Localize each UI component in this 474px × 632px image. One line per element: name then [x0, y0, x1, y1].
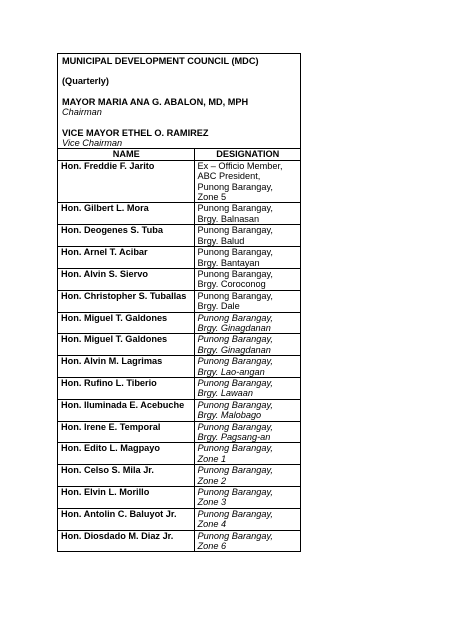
table-row: [58, 247, 300, 269]
designation-line: Zone 5: [197, 192, 227, 203]
member-name: Hon. Christopher S. Tuballas: [58, 290, 194, 312]
designation-line: Brgy. Ginagdanan: [197, 344, 271, 355]
designation-line: Zone 1: [197, 453, 227, 464]
member-designation: [194, 508, 300, 530]
member-designation: [194, 312, 300, 334]
designation-line: Punong Barangay,: [197, 312, 273, 323]
member-name: Hon. Irene E. Temporal: [58, 421, 194, 443]
vice-chairman-name: VICE MAYOR ETHEL O. RAMIREZ: [62, 127, 209, 138]
table-row: [58, 508, 300, 530]
column-header-name: NAME: [58, 149, 194, 160]
member-designation: [194, 465, 300, 487]
designation-line: Brgy. Lao-angan: [197, 366, 265, 377]
designation-line: Brgy. Balud: [197, 235, 245, 246]
chairman-name: MAYOR MARIA ANA G. ABALON, MD, MPH: [62, 96, 249, 107]
designation-line: Punong Barangay,: [197, 443, 273, 454]
designation-line: ABC President,: [197, 171, 261, 182]
member-name: Hon. Antolin C. Baluyot Jr.: [58, 508, 194, 530]
member-designation: [194, 247, 300, 269]
designation-line: Punong Barangay,: [197, 203, 273, 214]
council-title: MUNICIPAL DEVELOPMENT COUNCIL (MDC): [62, 56, 259, 66]
designation-line: Brgy. Ginagdanan: [197, 322, 271, 333]
member-designation: [194, 356, 300, 378]
meeting-frequency: (Quarterly): [62, 76, 109, 87]
member-name: Hon. Alvin S. Siervo: [58, 268, 194, 290]
member-name: Hon. Celso S. Mila Jr.: [58, 465, 194, 487]
table-row: [58, 225, 300, 247]
member-designation: [194, 487, 300, 509]
chairman-role: Chairman: [62, 107, 102, 118]
member-name: Hon. Elvin L. Morillo: [58, 487, 194, 509]
designation-line: Punong Barangay,: [197, 530, 273, 541]
table-row: [58, 268, 300, 290]
designation-line: Punong Barangay,: [197, 181, 273, 192]
column-header-designation: DESIGNATION: [194, 149, 300, 160]
designation-line: Punong Barangay,: [197, 290, 273, 301]
member-designation: [194, 225, 300, 247]
designation-line: Punong Barangay,: [197, 268, 273, 279]
designation-line: Punong Barangay,: [197, 356, 273, 367]
mdc-document: [57, 53, 301, 552]
member-designation: [194, 399, 300, 421]
designation-line: Punong Barangay,: [197, 508, 273, 519]
member-designation: [194, 530, 300, 551]
members-table: [58, 148, 300, 551]
member-name: Hon. Edito L. Magpayo: [58, 443, 194, 465]
table-row: [58, 487, 300, 509]
designation-line: Brgy. Malobago: [197, 410, 262, 421]
designation-line: Ex – Officio Member,: [197, 160, 283, 171]
table-row: [58, 399, 300, 421]
member-name: Hon. Iluminada E. Acebuche: [58, 399, 194, 421]
document-header: [58, 54, 300, 148]
table-row: [58, 377, 300, 399]
designation-line: Zone 6: [197, 541, 227, 552]
member-name: Hon. Gilbert L. Mora: [58, 203, 194, 225]
designation-line: Punong Barangay,: [197, 225, 273, 236]
member-name: Hon. Diosdado M. Diaz Jr.: [58, 530, 194, 551]
designation-line: Brgy. Bantayan: [197, 257, 260, 268]
designation-line: Punong Barangay,: [197, 247, 273, 258]
member-name: Hon. Alvin M. Lagrimas: [58, 356, 194, 378]
member-designation: [194, 334, 300, 356]
designation-line: Punong Barangay,: [197, 465, 273, 476]
designation-line: Punong Barangay,: [197, 487, 273, 498]
designation-line: Brgy. Balnasan: [197, 213, 260, 224]
designation-line: Brgy. Pagsang-an: [197, 432, 271, 442]
table-row: [58, 356, 300, 378]
table-row: [58, 465, 300, 487]
designation-line: Brgy. Lawaan: [197, 388, 253, 399]
designation-line: Punong Barangay,: [197, 377, 273, 388]
member-designation: [194, 203, 300, 225]
table-header-row: [58, 149, 300, 160]
designation-line: Punong Barangay,: [197, 421, 273, 432]
member-designation: [194, 421, 300, 443]
vice-chairman-role: Vice Chairman: [62, 138, 123, 149]
designation-line: Zone 3: [197, 497, 227, 508]
member-designation: [194, 290, 300, 312]
member-designation: [194, 268, 300, 290]
member-name: Hon. Deogenes S. Tuba: [58, 225, 194, 247]
table-row: [58, 421, 300, 443]
table-row: [58, 443, 300, 465]
designation-line: Zone 2: [197, 475, 227, 486]
table-row: [58, 290, 300, 312]
designation-line: Punong Barangay,: [197, 334, 273, 345]
designation-line: Punong Barangay,: [197, 399, 273, 410]
table-row: [58, 530, 300, 551]
designation-line: Zone 4: [197, 519, 227, 530]
member-name: Hon. Rufino L. Tiberio: [58, 377, 194, 399]
member-name: Hon. Arnel T. Acibar: [58, 247, 194, 269]
table-row: [58, 334, 300, 356]
member-designation: [194, 377, 300, 399]
member-designation: [194, 160, 300, 203]
member-name: Hon. Miguel T. Galdones: [58, 312, 194, 334]
member-name: Hon. Freddie F. Jarito: [58, 160, 194, 203]
member-name: Hon. Miguel T. Galdones: [58, 334, 194, 356]
designation-line: Brgy. Coroconog: [197, 279, 266, 290]
designation-line: Brgy. Dale: [197, 301, 240, 312]
member-designation: [194, 443, 300, 465]
table-row: [58, 203, 300, 225]
table-row: [58, 160, 300, 203]
table-row: [58, 312, 300, 334]
